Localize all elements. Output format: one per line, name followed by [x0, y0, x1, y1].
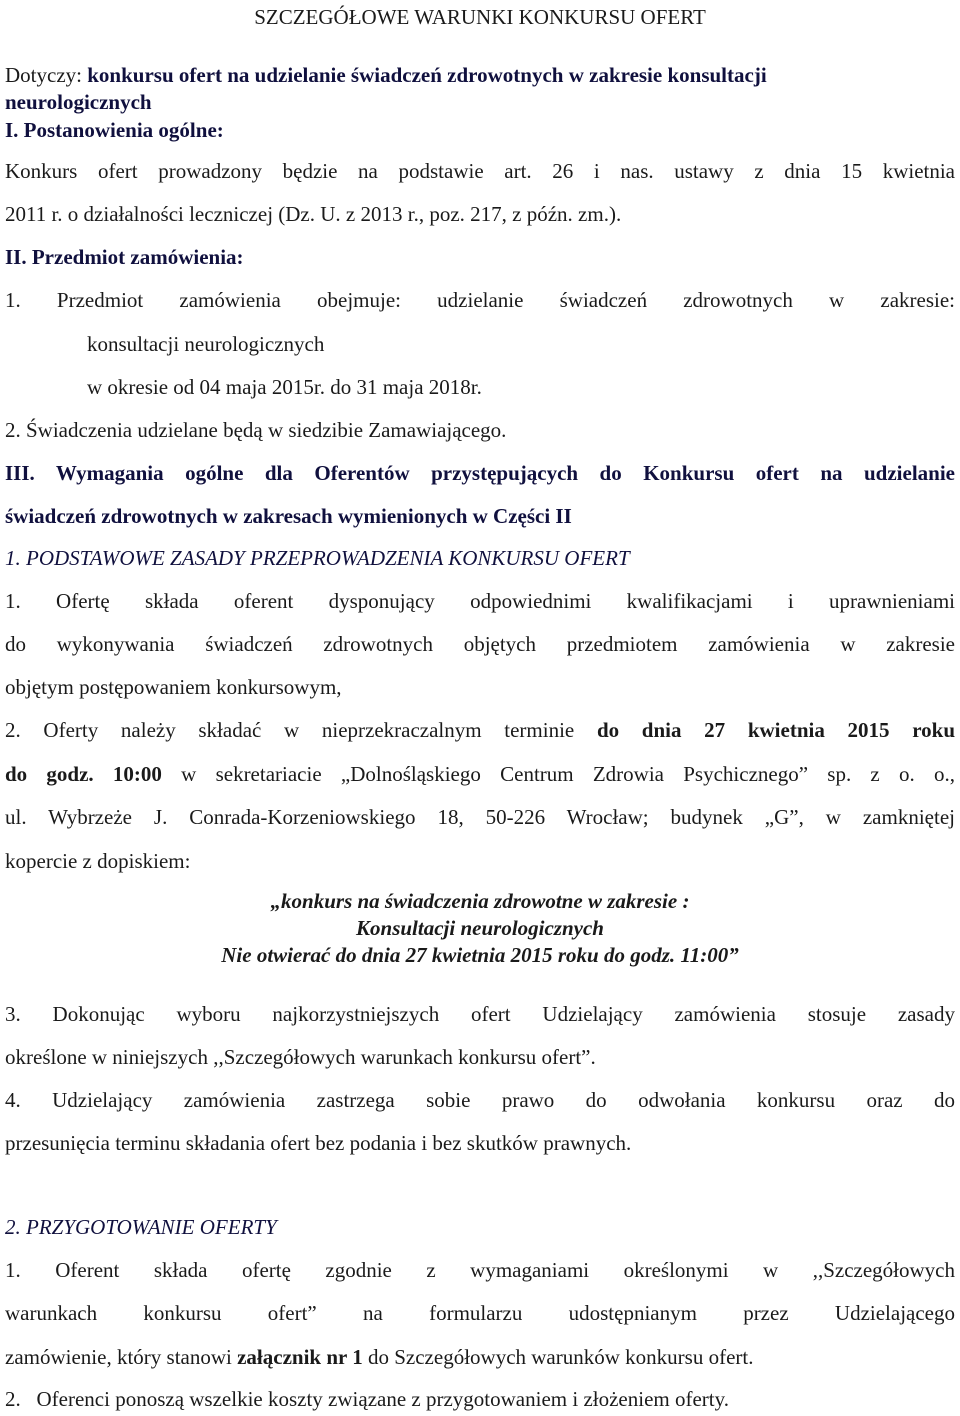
section-1-heading: I. Postanowienia ogólne:	[5, 118, 224, 142]
subsection-1-p3-line-2: określone w niniejszych ,,Szczegółowych warunkach konkursu ofert”.	[5, 1045, 596, 1069]
subsection-1-p2-line-2	[5, 761, 955, 787]
subsection-1-p2-line-1	[5, 717, 955, 743]
subject-line-2: neurologicznych	[5, 90, 152, 114]
section-3-heading-line-2: świadczeń zdrowotnych w zakresach wymienionych w Części II	[5, 504, 572, 528]
section-2-item-1-line-2: konsultacji neurologicznych	[87, 332, 325, 356]
subsection-1-p1-line-3: objętym postępowaniem konkursowym,	[5, 675, 342, 699]
deadline-time: do godz. 10:00	[5, 762, 162, 786]
subject-line-1	[5, 62, 767, 88]
section-3-heading-line-1: III. Wymagania ogólne dla Oferentów przystępujących do Konkursu ofert na udzielanie	[5, 461, 955, 485]
subsection-2-heading: 2. PRZYGOTOWANIE OFERTY	[5, 1215, 277, 1239]
subsection-2-q1-line-1: 1. Oferent składa ofertę zgodnie z wymaganiami określonymi w ,,Szczegółowych	[5, 1258, 955, 1282]
document-title: SZCZEGÓŁOWE WARUNKI KONKURSU OFERT	[254, 5, 706, 29]
subsection-1-p1-line-1: 1. Ofertę składa oferent dysponujący odpowiednimi kwalifikacjami i uprawnieniami	[5, 589, 955, 613]
subsection-2-q1-line-2: warunkach konkursu ofert” na formularzu udostępnianym przez Udzielającego	[5, 1301, 955, 1325]
subject-label: Dotyczy:	[5, 63, 82, 87]
deadline-date: do dnia 27 kwietnia 2015 roku	[596, 718, 955, 742]
subsection-1-p3-line-1: 3. Dokonując wyboru najkorzystniejszych ofert Udzielający zamówienia stosuje zasady	[5, 1002, 955, 1026]
envelope-note-line-3: Nie otwierać do dnia 27 kwietnia 2015 roku do godz. 11:00”	[221, 943, 739, 967]
q1-text-a: zamówienie, który stanowi	[5, 1345, 238, 1369]
subsection-1-p1-line-2: do wykonywania świadczeń zdrowotnych objętych przedmiotem zamówienia w zakresie	[5, 632, 955, 656]
subsection-2-q2: 2. Oferenci ponoszą wszelkie koszty związane z przygotowaniem i złożeniem oferty.	[5, 1387, 730, 1411]
subsection-1-heading: 1. PODSTAWOWE ZASADY PRZEPROWADZENIA KONKURSU OFERT	[5, 546, 630, 570]
p2-text: 2. Oferty należy składać w nieprzekraczalnym terminie	[5, 718, 597, 742]
section-2-item-2: 2. Świadczenia udzielane będą w siedzibie Zamawiającego.	[5, 418, 507, 442]
section-2-item-1-line-3: w okresie od 04 maja 2015r. do 31 maja 2018r.	[87, 375, 482, 399]
subsection-1-p4-line-2: przesunięcia terminu składania ofert bez podania i bez skutków prawnych.	[5, 1131, 632, 1155]
subsection-1-p2-line-3: ul. Wybrzeże J. Conrada-Korzeniowskiego 18, 50-226 Wrocław; budynek „G”, w zamkniętej	[5, 805, 955, 829]
envelope-note-line-2: Konsultacji neurologicznych	[356, 916, 604, 940]
subject-text: konkursu ofert na udzielanie świadczeń zdrowotnych w zakresie konsultacji	[87, 63, 767, 87]
subsection-1-p4-line-1: 4. Udzielający zamówienia zastrzega sobie prawo do odwołania konkursu oraz do	[5, 1088, 955, 1112]
envelope-note-line-1: „konkurs na świadczenia zdrowotne w zakresie :	[270, 889, 690, 913]
p2-location: w sekretariacie „Dolnośląskiego Centrum Zdrowia Psychicznego” sp. z o. o.,	[161, 762, 955, 786]
section-1-paragraph-line-2: 2011 r. o działalności leczniczej (Dz. U. z 2013 r., poz. 217, z późn. zm.).	[5, 202, 622, 226]
section-2-heading: II. Przedmiot zamówienia:	[5, 245, 244, 269]
section-2-item-1-line-1: 1. Przedmiot zamówienia obejmuje: udzielanie świadczeń zdrowotnych w zakresie:	[5, 288, 955, 312]
q1-text-c: do Szczegółowych warunków konkursu ofert.	[362, 1345, 754, 1369]
subsection-1-p2-line-4: kopercie z dopiskiem:	[5, 849, 191, 873]
attachment-ref: załącznik nr 1	[237, 1345, 363, 1369]
section-1-paragraph-line-1: Konkurs ofert prowadzony będzie na podstawie art. 26 i nas. ustawy z dnia 15 kwietnia	[5, 159, 955, 183]
subsection-2-q1-line-3	[5, 1344, 753, 1370]
